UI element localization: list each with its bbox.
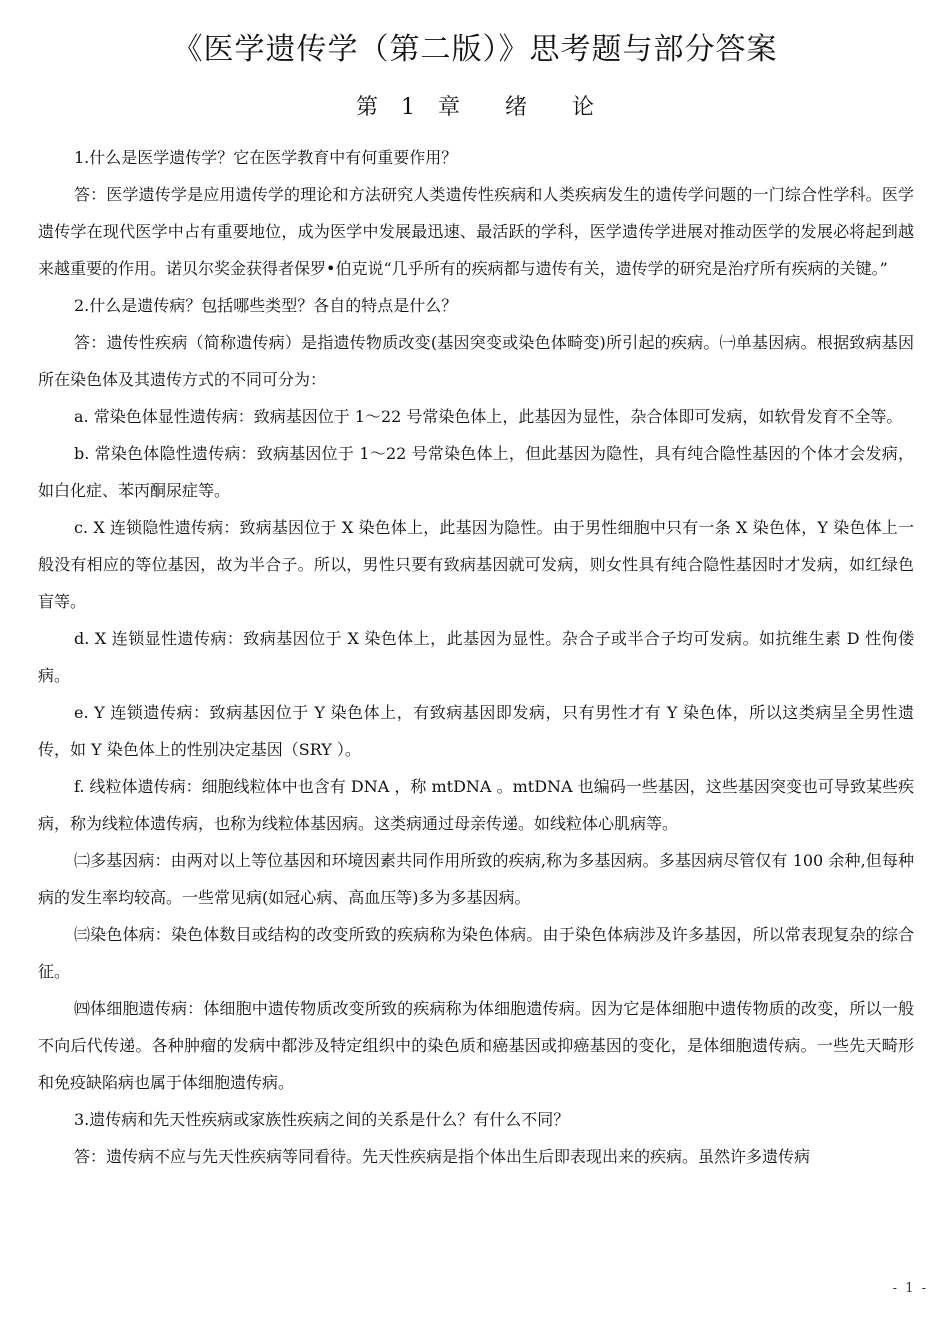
- chapter-heading: 第 1 章 绪 论: [356, 95, 594, 120]
- answer-2-item-e: e. Y 连锁遗传病：致病基因位于 Y 染色体上，有致病基因即发病，只有男性才有 Y 染色体，所以这类病呈全男性遗传，如 Y 染色体上的性别决定基因（SRY ）。: [38, 703, 914, 759]
- answer-2-item-c: c. X 连锁隐性遗传病：致病基因位于 X 染色体上，此基因为隐性。由于男性细胞中只有一条 X 染色体，Y 染色体上一般没有相应的等位基因，故为半合子。所以，男性只要有致病基因就可发病，则女性具有纯合隐性基因时才发病，如红绿色盲等。: [38, 518, 914, 611]
- question-3: 3.遗传病和先天性疾病或家族性疾病之间的关系是什么？有什么不同？: [74, 1110, 570, 1129]
- document-body: [38, 139, 914, 1175]
- answer-2-item-b: b. 常染色体隐性遗传病：致病基因位于 1～22 号常染色体上，但此基因为隐性，具有纯合隐性基因的个体才会发病，如白化症、苯丙酮尿症等。: [38, 444, 914, 500]
- answer-2-polygenic: ㈡多基因病：由两对以上等位基因和环境因素共同作用所致的疾病,称为多基因病。多基因病尽管仅有 100 余种,但每种病的发生率均较高。一些常见病(如冠心病、高血压等)多为多基因病。: [38, 851, 914, 907]
- question-1: 1.什么是医学遗传学？它在医学教育中有何重要作用？: [74, 148, 458, 167]
- answer-2-item-f: f. 线粒体遗传病：细胞线粒体中也含有 DNA ，称 mtDNA 。mtDNA 也编码一些基因，这些基因突变也可导致某些疾病，称为线粒体遗传病，也称为线粒体基因病。这类病通过母亲传递。如线粒体心肌病等。: [38, 777, 914, 833]
- answer-2-intro: 答：遗传性疾病（简称遗传病）是指遗传物质改变(基因突变或染色体畸变)所引起的疾病。㈠单基因病。根据致病基因所在染色体及其遗传方式的不同可分为：: [38, 333, 914, 389]
- answer-2-somatic: ㈣体细胞遗传病：体细胞中遗传物质改变所致的疾病称为体细胞遗传病。因为它是体细胞中遗传物质的改变，所以一般不向后代传递。各种肿瘤的发病中都涉及特定组织中的染色质和癌基因或抑癌基因的变化，是体细胞遗传病。一些先天畸形和免疫缺陷病也属于体细胞遗传病。: [38, 999, 914, 1092]
- page-number: - 1 -: [892, 1281, 928, 1296]
- answer-2-item-d: d. X 连锁显性遗传病：致病基因位于 X 染色体上，此基因为显性。杂合子或半合子均可发病。如抗维生素 D 性佝偻病。: [38, 629, 914, 685]
- answer-1: 答：医学遗传学是应用遗传学的理论和方法研究人类遗传性疾病和人类疾病发生的遗传学问题的一门综合性学科。医学遗传学在现代医学中占有重要地位，成为医学中发展最迅速、最活跃的学科，医学遗传学进展对推动医学的发展必将起到越来越重要的作用。诺贝尔奖金获得者保罗•伯克说“几乎所有的疾病都与遗传有关，遗传学的研究是治疗所有疾病的关键。”: [38, 185, 914, 278]
- answer-2-chromosomal: ㈢染色体病：染色体数目或结构的改变所致的疾病称为染色体病。由于染色体病涉及许多基因，所以常表现复杂的综合征。: [38, 925, 914, 981]
- answer-2-item-a: a. 常染色体显性遗传病：致病基因位于 1～22 号常染色体上，此基因为显性，杂合体即可发病，如软骨发育不全等。: [74, 407, 903, 426]
- question-2: 2.什么是遗传病？包括哪些类型？各自的特点是什么？: [74, 296, 458, 315]
- document-title: 《医学遗传学（第二版）》思考题与部分答案: [172, 32, 778, 67]
- answer-3: 答：遗传病不应与先天性疾病等同看待。先天性疾病是指个体出生后即表现出来的疾病。虽然许多遗传病: [74, 1147, 811, 1166]
